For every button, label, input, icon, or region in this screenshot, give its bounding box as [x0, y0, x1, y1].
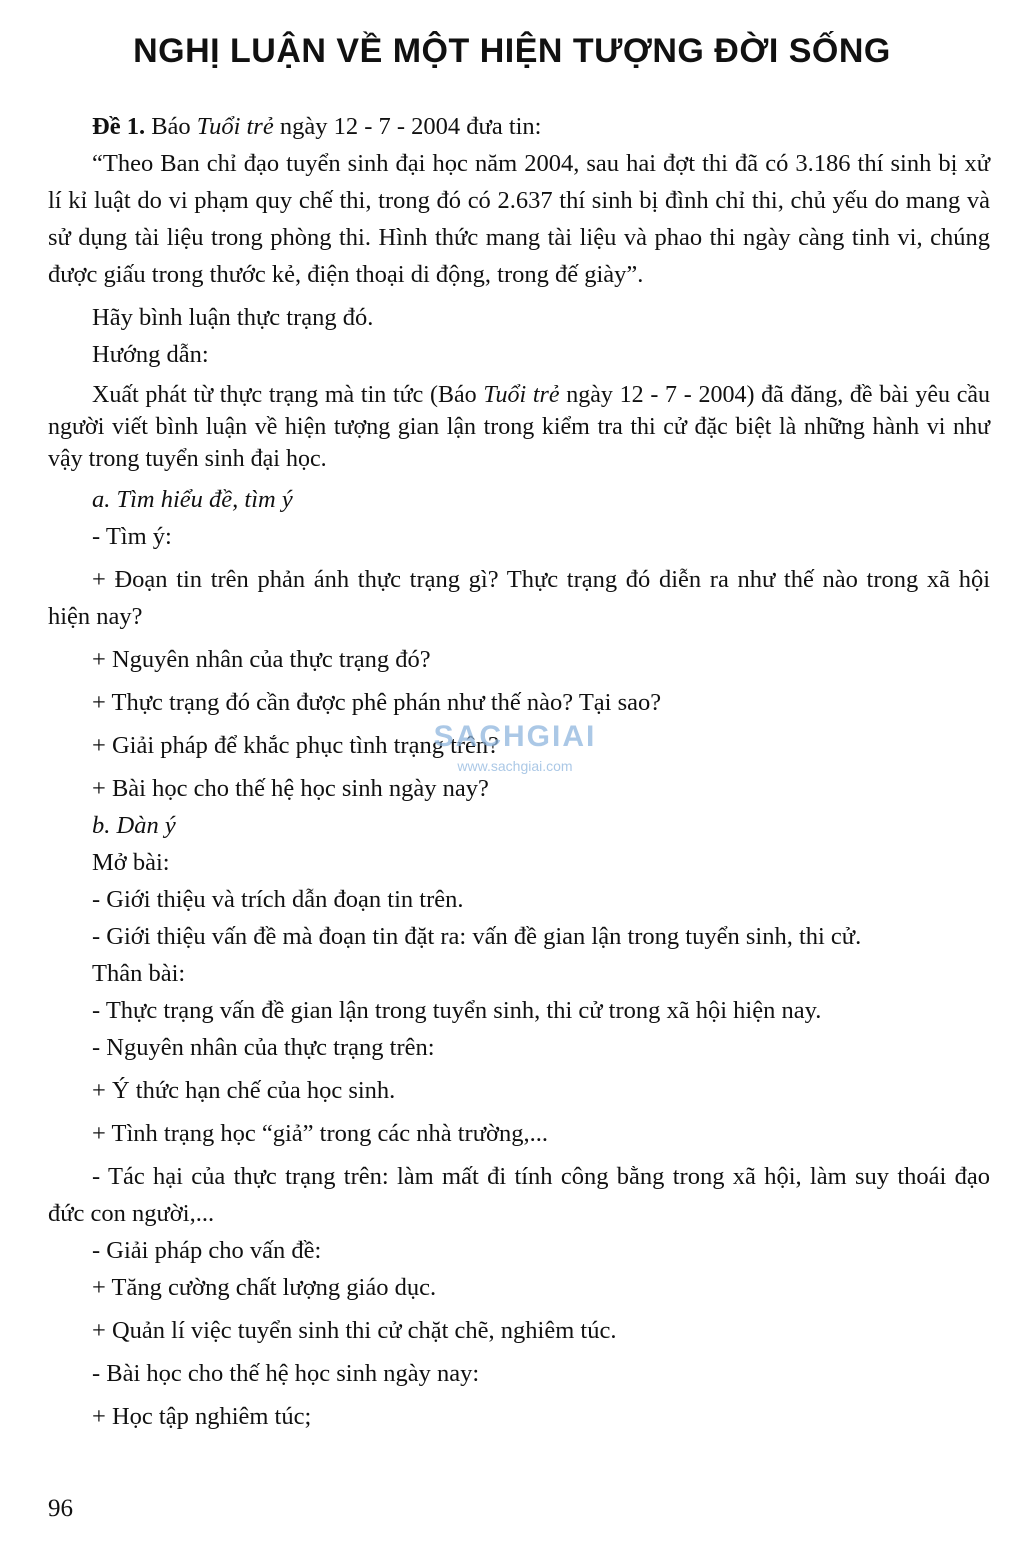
section-a-sub: - Tìm ý:	[92, 523, 172, 550]
prompt-line	[48, 108, 990, 145]
question: Hãy bình luận thực trạng đó.	[92, 304, 374, 331]
guide-intro	[48, 379, 990, 475]
page-title: NGHỊ LUẬN VỀ MỘT HIỆN TƯỢNG ĐỜI SỐNG	[133, 32, 891, 70]
prompt-label: Đề 1.	[92, 113, 146, 140]
section-a-item: + Đoạn tin trên phản ánh thực trạng gì? Thực trạng đó diễn ra như thế nào trong xã hội hiện nay?	[48, 566, 990, 630]
watermark-brand: SACHGIAI	[433, 720, 597, 753]
news-quote: “Theo Ban chỉ đạo tuyển sinh đại học năm 2004, sau hai đợt thi đã có 3.186 thí sinh bị xử lí kỉ luật do vi phạm quy chế thi, trong đó có 2.637 thí sinh bị đình chỉ thi, chủ yếu do mang và sử dụng tài liệu trong phòng thi. Hình thức mang tài liệu và phao thi ngày càng tinh vi, chúng được giấu trong thước kẻ, điện thoại di động, trong đế giày”.	[48, 150, 990, 288]
guide-label: Hướng dẫn:	[92, 341, 209, 368]
mo-bai-heading: Mở bài:	[92, 849, 170, 876]
section-a-item: + Bài học cho thế hệ học sinh ngày nay?	[92, 775, 489, 802]
section-b-heading: b. Dàn ý	[92, 812, 176, 839]
than-bai-item: + Tình trạng học “giả” trong các nhà trường,...	[92, 1120, 548, 1147]
than-bai-heading: Thân bài:	[92, 960, 186, 987]
tac-hai: - Tác hại của thực trạng trên: làm mất đi tính công bằng trong xã hội, làm suy thoái đạo đức con người,...	[48, 1163, 990, 1227]
section-a-heading: a. Tìm hiểu đề, tìm ý	[92, 486, 293, 513]
giai-phap-item: + Quản lí việc tuyển sinh thi cử chặt chẽ, nghiêm túc.	[92, 1317, 617, 1344]
bai-hoc-heading: - Bài học cho thế hệ học sinh ngày nay:	[92, 1360, 480, 1387]
than-bai-item: - Thực trạng vấn đề gian lận trong tuyển sinh, thi cử trong xã hội hiện nay.	[92, 997, 822, 1024]
watermark	[405, 720, 625, 774]
prompt-text-before: Báo	[151, 113, 191, 140]
giai-phap-item: + Tăng cường chất lượng giáo dục.	[92, 1274, 437, 1301]
page-number: 96	[48, 1495, 73, 1522]
section-a-item: + Thực trạng đó cần được phê phán như thế nào? Tại sao?	[92, 689, 662, 716]
intro-newspaper: Tuổi trẻ	[483, 382, 560, 408]
watermark-url: www.sachgiai.com	[457, 758, 573, 774]
mo-bai-item: - Giới thiệu và trích dẫn đoạn tin trên.	[92, 886, 464, 913]
than-bai-item: + Ý thức hạn chế của học sinh.	[92, 1077, 396, 1104]
section-a-item: + Nguyên nhân của thực trạng đó?	[92, 646, 431, 673]
prompt-newspaper: Tuổi trẻ	[196, 113, 274, 140]
prompt-text-after: ngày 12 - 7 - 2004 đưa tin:	[279, 113, 542, 140]
intro-before: Xuất phát từ thực trạng mà tin tức (Báo	[92, 382, 477, 408]
section-a-item: + Giải pháp để khắc phục tình trạng trên?	[92, 732, 500, 759]
bai-hoc-item: + Học tập nghiêm túc;	[92, 1403, 312, 1430]
giai-phap-heading: - Giải pháp cho vấn đề:	[92, 1237, 322, 1264]
than-bai-item: - Nguyên nhân của thực trạng trên:	[92, 1034, 435, 1061]
intro-after: ngày 12 - 7 - 2004) đã đăng, đề bài yêu cầu người viết bình luận về hiện tượng gian lận trong kiểm tra thi cử đặc biệt là những hành vi như vậy trong tuyển sinh đại học.	[48, 382, 991, 472]
mo-bai-item: - Giới thiệu vấn đề mà đoạn tin đặt ra: vấn đề gian lận trong tuyển sinh, thi cử.	[92, 923, 862, 950]
